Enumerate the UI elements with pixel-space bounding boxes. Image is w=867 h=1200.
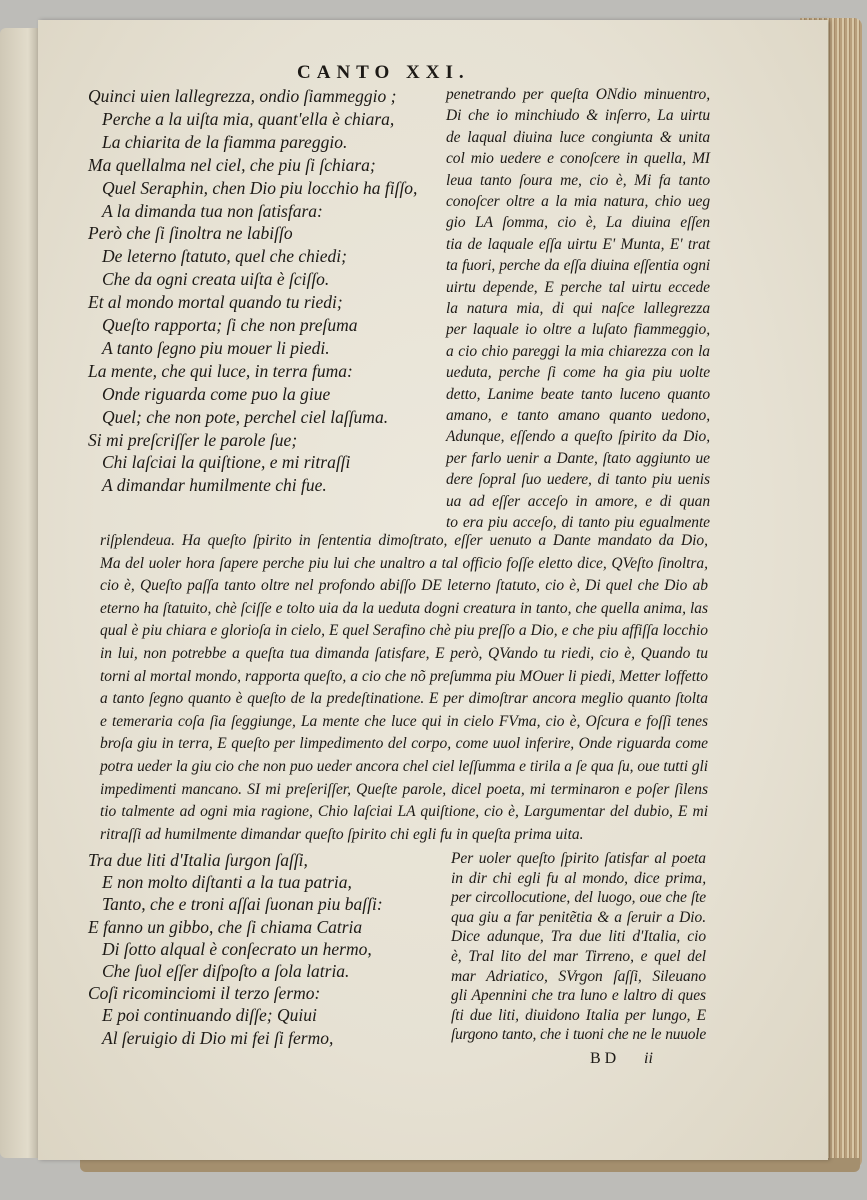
signature-mark: BD [590,1050,621,1067]
verse-line: E non molto diſtanti a la tua patria, [102,872,352,893]
commentary-line: ſti due liti, diuidono Italia per lungo, E [451,1006,706,1024]
commentary-line: torni al mortal mondo, rapporta queſto, a cio che nõ preſumma piu MOuer li piedi, Metter loffetto [100,667,708,685]
canto-heading: CANTO XXI. [297,62,470,83]
commentary-line: ritraſſi ad humilmente dimandar queſto ſpirito chi egli fu in queſta prima uita. [100,825,584,843]
facing-page-edge [0,28,40,1158]
verse-line: La mente, che qui luce, in terra fuma: [88,360,353,381]
commentary-line: amano, e tanto amano quanto uedono, [446,407,710,424]
commentary-line: per circollocutione, del luogo, oue che ſte [451,889,706,907]
verse-line: Si mi preſcriſſer le parole ſue; [88,429,298,450]
commentary-line: tio talmente ad ogni mia ragione, Chio laſciai LA quiſtione, cio è, Largumentar del dubio, E mi [100,803,708,821]
verse-line: Che da ogni creata uiſta è ſciſſo. [102,269,330,290]
commentary-line: leua tanto ſoura me, cio è, Mi fa tanto [446,171,710,189]
commentary-line: Per uoler queſto ſpirito ſatisfar al poeta [451,850,706,867]
commentary-line: per farlo uenir a Dante, ſtato aggiunto ue [446,449,710,467]
commentary-line: to era piu acceſo, di tanto piu egualmente [446,514,710,531]
verse-line: A dimandar humilmente chi fue. [102,475,327,496]
verse-line: Onde riguarda come puo la giue [102,383,331,404]
commentary-line: conoſcer oltre a la mia natura, chio ueg [446,193,710,210]
commentary-line: ſurgono tanto, che i tuoni che ne le nuuole [451,1026,706,1044]
commentary-line: Dice adunque, Tra due liti d'Italia, cio [451,928,706,946]
verse-line: La chiarita de la fiamma pareggio. [102,131,348,152]
verse-line: Coſi ricominciomi il terzo ſermo: [88,983,321,1004]
commentary-line: riſplendeua. Ha queſto ſpirito in ſententia dimoſtrato, eſſer uenuto a Dante mandato da Dio, [100,532,708,549]
commentary-line: per laquale io oltre a luſato fiammeggio, [446,321,710,339]
commentary-line: ta fuori, perche da eſſa diuina eſſentia ogni [446,257,710,275]
commentary-line: in dir chi egli fu al mondo, dice prima, [451,869,706,887]
commentary-line: gio LA ſomma, cio è, La diuina eſſen [446,214,710,232]
verse-line: Che ſuol eſſer diſpoſto a ſola latria. [102,961,350,981]
commentary-line: potra ueder la giu cio che non puo ueder ancora chel ciel leſſumma e tirila a ſe qua ſu, oue tutti gli [100,758,708,775]
commentary-line: cio è, Queſto paſſa tanto oltre nel profondo abiſſo DE leterno ſtatuto, cio è, Di quel che Dio ab [100,577,708,595]
commentary-line: qual è piu chiara e glorioſa in cielo, E quel Serafino chè piu preſſo a Dio, e che piu affiſſa locchio [100,622,708,640]
commentary-line: a cio chio pareggi la mia chiarezza con la [446,342,710,360]
commentary-line: broſa giu in terra, E queſto per limpedimento del corpo, come uuol inferire, Onde riguarda come [100,735,708,753]
commentary-line: mar Adriatico, SVrgon ſaſſi, Sileuano [451,967,706,985]
verse-line: Perche a la uiſta mia, quant'ella è chiara, [102,108,395,129]
commentary-line: la natura mia, di qui naſce lallegrezza [446,300,710,317]
verse-line: E poi continuando diſſe; Quiui [102,1005,317,1026]
verse-line: A tanto ſegno piu mouer li piedi. [102,337,330,358]
commentary-line: e temeraria coſa ſia ſeggiunge, La mente che luce qui in cielo FVma, cio è, Oſcura e foſſi tenes [100,712,708,730]
verse-line: A la dimanda tua non ſatisfara: [102,200,323,221]
verse-line: E fanno un gibbo, che ſi chiama Catria [88,916,363,937]
commentary-line: dere ſopral ſuo uedere, di tanto piu uenis [446,471,710,489]
commentary-line: gli Apennini che tra luno e laltro di ques [451,987,706,1005]
commentary-line: Ma del uoler hora ſapere perche piu lui che unaltro a tal officio foſſe eletto dice, QVeſto ſinoltra, [100,554,708,572]
commentary-line: col mio uedere e conoſcere in quella, MI [446,150,710,168]
verse-line: Queſto rapporta; ſi che non preſuma [102,315,358,335]
verse-line: Ma quellalma nel ciel, che piu ſi ſchiara; [88,154,376,175]
commentary-line: penetrando per queſta ONdio minuentro, [446,86,710,103]
verse-line: Quinci uien lallegrezza, ondio ſiammeggio ; [88,86,397,106]
commentary-line: detto, Lanime beate tanto luceno quanto [446,385,710,403]
folio-number: ii [644,1050,653,1067]
verse-line: Tanto, che e troni aſſai ſuonan piu baſſi: [102,894,383,915]
verse-line: De leterno ſtatuto, quel che chiedi; [102,246,347,267]
commentary-line: eterno ha ſtatuito, chè ſciſſe e tolto uia da la ueduta dogni creatura in tanto, che quella anima, las [100,599,708,617]
verse-line: Però che ſi ſinoltra ne labiſſo [88,223,293,244]
commentary-line: è, Tral lito del mar Tirreno, e quel del [451,948,706,965]
verse-line: Quel; che non pote, perchel ciel laſſuma. [102,406,389,427]
commentary-line: Adunque, eſſendo a queſto ſpirito da Dio, [446,428,710,446]
commentary-line: tia de laquale eſſa uirtu E' Munta, E' trat [446,235,710,253]
verse-line: Di ſotto alqual è conſecrato un hermo, [102,938,372,959]
commentary-line: in lui, non potrebbe a queſta tua dimanda ſatisfare, E però, QVando tu riedi, cio è, Quando tu [100,645,708,662]
commentary-line: qua giu a far penitẽtia & a ſeruir a Dio. [451,908,706,926]
verse-line: Et al mondo mortal quando tu riedi; [88,292,343,313]
verse-line: Tra due liti d'Italia ſurgon ſaſſi, [88,850,308,870]
commentary-line: ua ad eſſer acceſo in amore, e di quan [446,492,710,510]
commentary-line: Di che io minchiudo & inſerro, La uirtu [446,107,710,125]
verse-line: Quel Seraphin, chen Dio piu locchio ha fiſſo, [102,177,418,198]
commentary-line: a tanto ſegno quanto è queſto de la predeſtinatione. E per dimoſtrar ancora meglio quanto ſtolta [100,690,708,708]
commentary-line: de laqual diuina luce congiunta & unita [446,128,710,146]
commentary-line: impedimenti mancano. SI mi preſeriſſer, Queſte parole, dicel poeta, mi terminaron e poſer ſilens [100,780,708,798]
commentary-line: ueduta, perche ſi come ha gia piu uolte [446,364,710,382]
verse-line: Al ſeruigio di Dio mi fei ſi fermo, [102,1027,334,1048]
verse-line: Chi laſciai la quiſtione, e mi ritraſſi [102,452,351,473]
commentary-line: uirtu depende, E perche tal uirtu eccede [446,278,710,296]
book-bottom-edge [80,1158,860,1172]
